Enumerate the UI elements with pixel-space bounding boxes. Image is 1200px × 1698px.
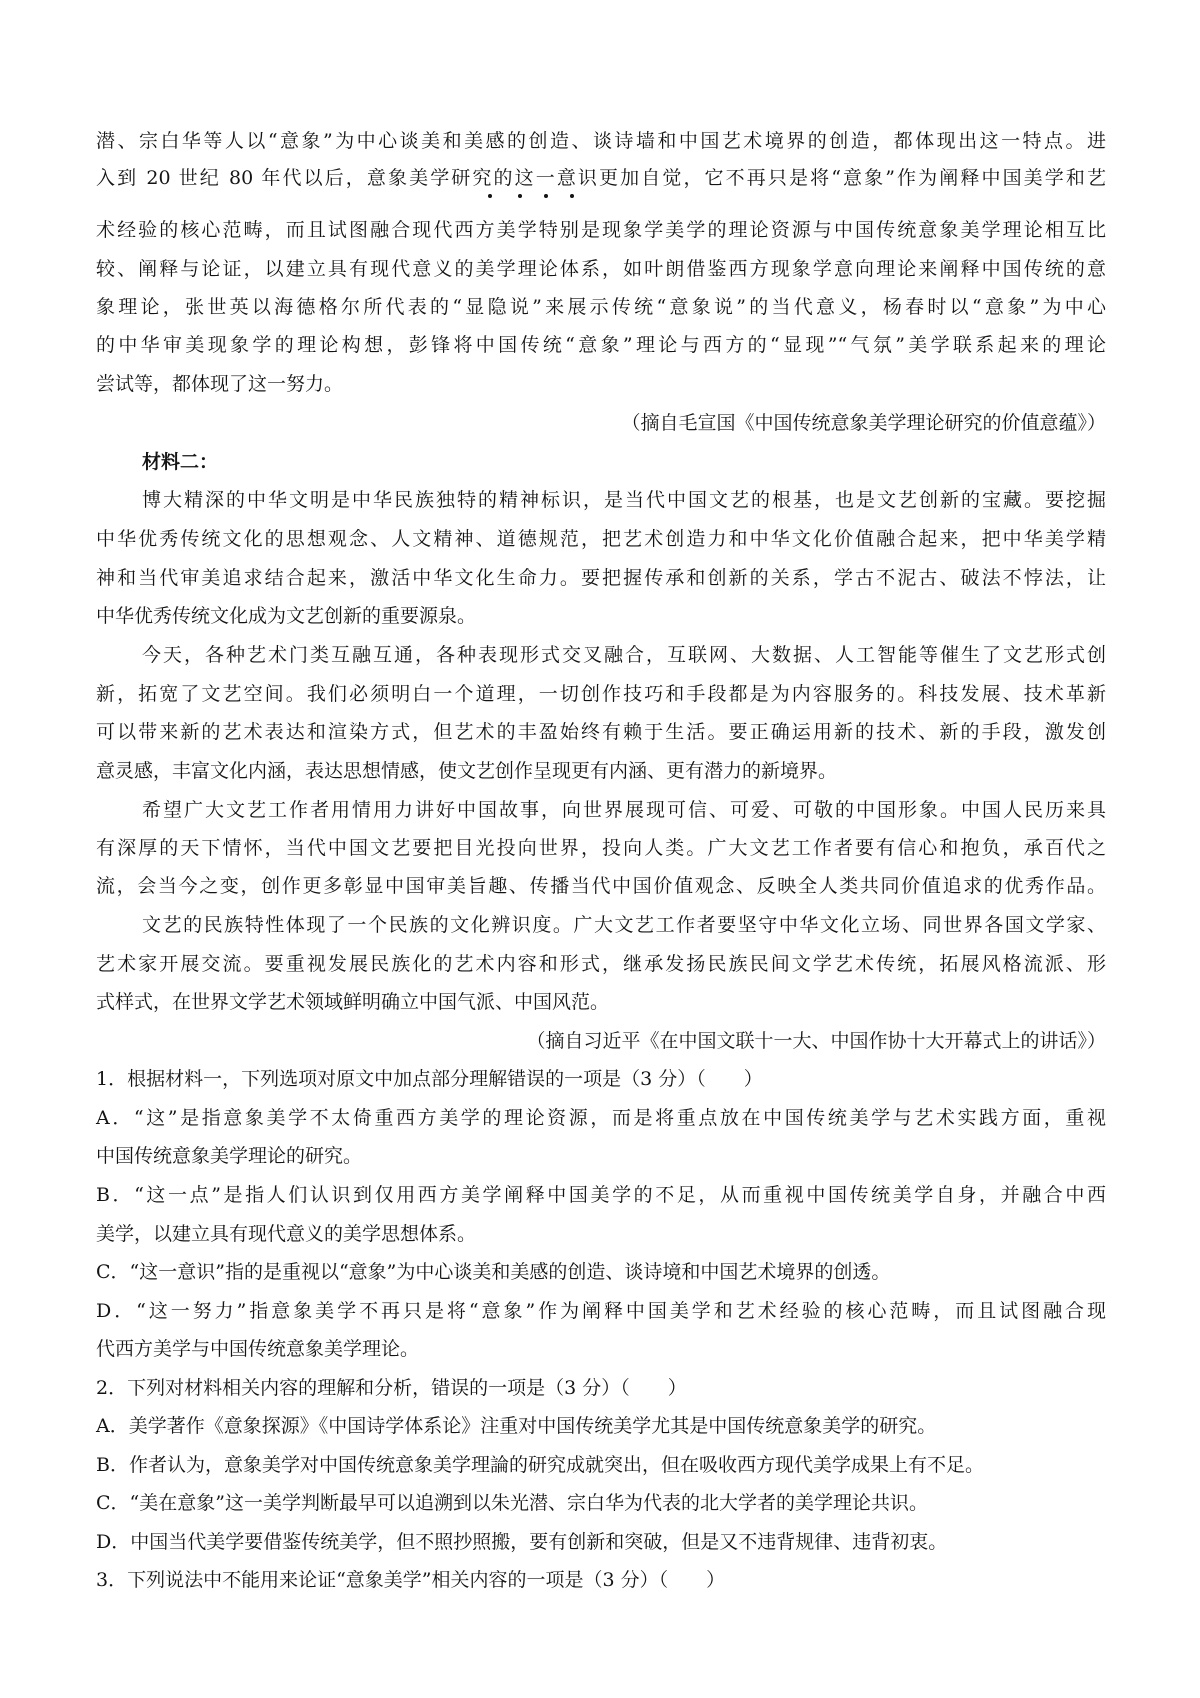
option-line: A．“这”是指意象美学不太倚重西方美学的理论资源，而是将重点放在中国传统美学与艺术实践方面，重视 xyxy=(96,1107,1106,1129)
option-line: C．“这一意识”指的是重视以“意象”为中心谈美和美感的创造、谈诗境和中国艺术境界的创透。 xyxy=(96,1261,891,1283)
material-two-line: 文艺的民族特性体现了一个民族的文化辨识度。广大文艺工作者要坚守中华文化立场、同世界各国文学家、 xyxy=(142,914,1106,936)
option-line: C．“美在意象”这一美学判断最早可以追溯到以朱光潜、宗白华为代表的北大学者的美学理论共识。 xyxy=(96,1492,928,1514)
material-one-line: 象理论，张世英以海德格尔所代表的“显隐说”来展示传统“意象说”的当代意义，杨春时以“意象”为中心 xyxy=(96,296,1106,318)
option-line: A．美学著作《意象探源》《中国诗学体系论》注重对中国传统美学尤其是中国传统意象美学的研究。 xyxy=(96,1415,937,1437)
material-two-line: 有深厚的天下情怀，当代中国文艺要把目光投向世界，投向人类。广大文艺工作者要有信心和抱负，承百代之 xyxy=(96,837,1106,859)
material-two-line: 式样式，在世界文学艺术领域鲜明确立中国气派、中国风范。 xyxy=(96,991,610,1013)
material-two-line: 今天，各种艺术门类互融互通，各种表现形式交叉融合，互联网、大数据、人工智能等催生了文艺形式创 xyxy=(142,644,1106,666)
material-one-line: 的中华审美现象学的理论构想，彭锋将中国传统“意象”理论与西方的“显现”“气氛”美学联系起来的理论 xyxy=(96,334,1106,356)
material-one-line: 术经验的核心范畴，而且试图融合现代西方美学特别是现象学美学的理论资源与中国传统意象美学理论相互比 xyxy=(96,219,1106,241)
material-one-line: 入到 20 世纪 80 年代以后，意象美学研究的这一意识更加自觉，它不再只是将“意象”作为阐释中国美学和艺 xyxy=(96,167,1106,189)
option-line: 美学，以建立具有现代意义的美学思想体系。 xyxy=(96,1223,477,1245)
material-two-line: 博大精深的中华文明是中华民族独特的精神标识，是当代中国文艺的根基，也是文艺创新的宝藏。要挖掘 xyxy=(142,489,1106,511)
material-one-source: （摘自毛宣国《中国传统意象美学理论研究的价值意蕴》） xyxy=(621,412,1106,434)
option-line: 中国传统意象美学理论的研究。 xyxy=(96,1145,363,1167)
material-two-line: 神和当代审美追求结合起来，激活中华文化生命力。要把握传承和创新的关系，学古不泥古、破法不悖法，让 xyxy=(96,567,1106,589)
material-one-line: 较、阐释与论证，以建立具有现代意义的美学理论体系，如叶朗借鉴西方现象学意向理论来阐释中国传统的意 xyxy=(96,258,1106,280)
option-line: 代西方美学与中国传统意象美学理论。 xyxy=(96,1338,420,1360)
material-two-line: 中华优秀传统文化成为文艺创新的重要源泉。 xyxy=(96,605,477,627)
material-two-line: 流，会当今之变，创作更多彰显中国审美旨趣、传播当代中国价值观念、反映全人类共同价值追求的优秀作品。 xyxy=(96,875,1106,897)
material-one-line: 潜、宗白华等人以“意象”为中心谈美和美感的创造、谈诗墙和中国艺术境界的创造，都体现出这一特点。进 xyxy=(96,130,1106,152)
question-1: 1．根据材料一，下列选项对原文中加点部分理解错误的一项是（3 分）（ ） xyxy=(96,1068,763,1090)
option-line: B．“这一点”是指人们认识到仅用西方美学阐释中国美学的不足，从而重视中国传统美学自身，并融合中西 xyxy=(96,1184,1106,1206)
material-two-heading: 材料二： xyxy=(142,451,219,473)
material-two-line: 中华优秀传统文化的思想观念、人文精神、道德规范，把艺术创造力和中华文化价值融合起来，把中华美学精 xyxy=(96,528,1106,550)
emphasis-dots xyxy=(480,194,600,204)
question-2: 2．下列对材料相关内容的理解和分析，错误的一项是（3 分）（ ） xyxy=(96,1377,687,1399)
material-two-line: 意灵感，丰富文化内涵，表达思想情感，使文艺创作呈现更有内涵、更有潜力的新境界。 xyxy=(96,760,838,782)
material-two-source: （摘自习近平《在中国文联十一大、中国作协十大开幕式上的讲话》） xyxy=(526,1030,1106,1052)
material-two-line: 希望广大文艺工作者用情用力讲好中国故事，向世界展现可信、可爱、可敬的中国形象。中国人民历来具 xyxy=(142,799,1106,821)
material-two-line: 可以带来新的艺术表达和渲染方式，但艺术的丰盈始终有赖于生活。要正确运用新的技术、新的手段，激发创 xyxy=(96,721,1106,743)
option-line: D．中国当代美学要借鉴传统美学，但不照抄照搬，要有创新和突破，但是又不违背规律、违背初衷。 xyxy=(96,1531,948,1553)
material-one-line: 尝试等，都体现了这一努力。 xyxy=(96,373,344,395)
material-two-line: 新，拓宽了文艺空间。我们必须明白一个道理，一切创作技巧和手段都是为内容服务的。科技发展、技术革新 xyxy=(96,683,1106,705)
question-3: 3．下列说法中不能用来论证“意象美学”相关内容的一项是（3 分）（ ） xyxy=(96,1569,726,1591)
material-two-line: 艺术家开展交流。要重视发展民族化的艺术内容和形式，继承发扬民族民间文学艺术传统，拓展风格流派、形 xyxy=(96,953,1106,975)
option-line: D．“这一努力”指意象美学不再只是将“意象”作为阐释中国美学和艺术经验的核心范畴，而且试图融合现 xyxy=(96,1300,1106,1322)
option-line: B．作者认为，意象美学对中国传统意象美学理論的研究成就突出，但在吸收西方现代美学成果上有不足。 xyxy=(96,1454,984,1476)
